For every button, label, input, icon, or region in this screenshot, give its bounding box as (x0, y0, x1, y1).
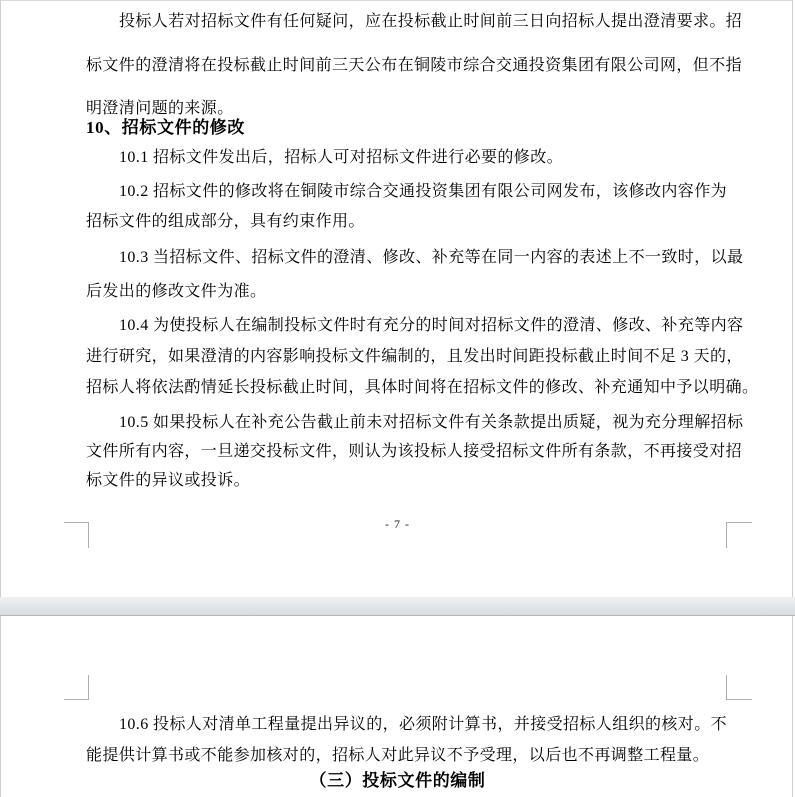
body-line: 标文件的澄清将在投标截止时间前三天公布在铜陵市综合交通投资集团有限公司网，但不指 (86, 57, 743, 74)
clause-10-2-line: 招标文件的组成部分，具有约束作用。 (86, 213, 365, 230)
clause-10-4-line: 10.4 为使投标人在编制投标文件时有充分的时间对招标文件的澄清、修改、补充等内容 (119, 317, 744, 334)
margin-crop-mark-top-left (64, 675, 89, 700)
clause-10-5-line: 文件所有内容，一旦递交投标文件，则认为该投标人接受招标文件所有条款，不再接受对招 (86, 443, 743, 460)
margin-crop-mark-bottom-left (64, 522, 89, 548)
page-number: - 7 - (385, 517, 410, 531)
clause-10-1-line: 10.1 招标文件发出后，招标人可对招标文件进行必要的修改。 (119, 149, 564, 166)
margin-crop-mark-top-right (726, 675, 752, 700)
section-heading-3-preparation-of-bid-documents: （三）投标文件的编制 (309, 771, 486, 790)
body-line: 明澄清问题的来源。 (86, 100, 234, 117)
clause-10-6-line: 10.6 投标人对清单工程量提出异议的，必须附计算书，并接受招标人组织的核对。不 (119, 716, 728, 733)
clause-10-3-line: 后发出的修改文件为准。 (86, 283, 267, 300)
clause-10-5-line: 10.5 如果投标人在补充公告截止前未对招标文件有关条款提出质疑，视为充分理解招标 (119, 414, 744, 431)
clause-10-5-line: 标文件的异议或投诉。 (86, 472, 251, 489)
body-line: 投标人若对招标文件有任何疑问，应在投标截止时间前三日向招标人提出澄清要求。招 (119, 13, 743, 30)
margin-crop-mark-bottom-right (726, 522, 752, 548)
document-page-8 (0, 616, 793, 797)
clause-10-6-line: 能提供计算书或不能参加核对的，招标人对此异议不予受理，以后也不再调整工程量。 (86, 747, 710, 764)
section-heading-10-modification-of-bid-documents: 10、招标文件的修改 (86, 118, 245, 137)
clause-10-2-line: 10.2 招标文件的修改将在铜陵市综合交通投资集团有限公司网发布，该修改内容作为 (119, 183, 728, 200)
clause-10-3-line: 10.3 当招标文件、招标文件的澄清、修改、补充等在同一内容的表述上不一致时，以最 (119, 249, 744, 266)
clause-10-4-line: 进行研究，如果澄清的内容影响投标文件编制的，且发出时间距投标截止时间不足 3 天的， (86, 348, 743, 365)
clause-10-4-line: 招标人将依法酌情延长投标截止时间，具体时间将在招标文件的修改、补充通知中予以明确。 (86, 379, 759, 396)
page-break-gap (0, 597, 795, 616)
